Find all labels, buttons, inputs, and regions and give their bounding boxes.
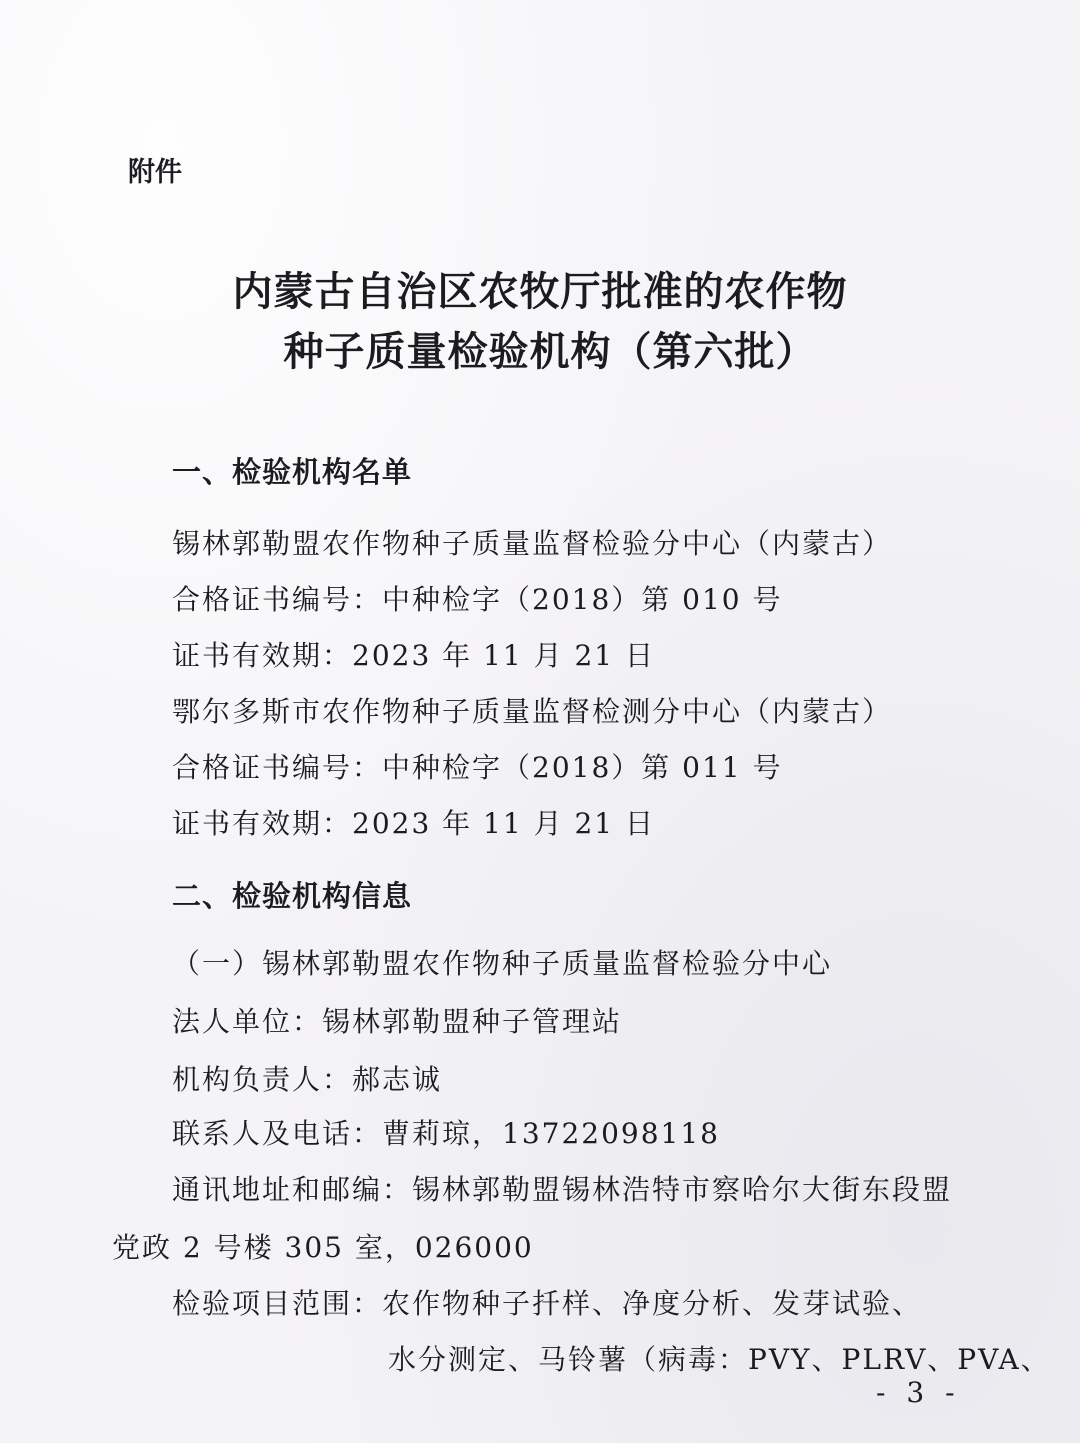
legal-unit: 法人单位：锡林郭勒盟种子管理站	[172, 1005, 623, 1038]
attachment-label: 附件	[128, 157, 182, 188]
institution-2-certificate: 合格证书编号：中种检字（2018）第 011 号	[172, 751, 783, 784]
institution-1-certificate: 合格证书编号：中种检字（2018）第 010 号	[172, 583, 783, 616]
institution-1-name: 锡林郭勒盟农作物种子质量监督检验分中心（内蒙古）	[172, 527, 893, 560]
institution-1-validity: 证书有效期：2023 年 11 月 21 日	[172, 639, 656, 672]
scope-line-2: 水分测定、马铃薯（病毒：PVY、PLRV、PVA、	[388, 1343, 1051, 1376]
institution-2-name: 鄂尔多斯市农作物种子质量监督检测分中心（内蒙古）	[172, 695, 893, 728]
institution-2-validity: 证书有效期：2023 年 11 月 21 日	[172, 807, 656, 840]
title-line-1: 内蒙古自治区农牧厅批准的农作物	[232, 269, 848, 315]
scope-line-1: 检验项目范围：农作物种子扦样、净度分析、发芽试验、	[172, 1287, 923, 1320]
section-1-heading: 一、检验机构名单	[172, 455, 413, 489]
contact: 联系人及电话：曹莉琼，13722098118	[172, 1117, 720, 1150]
address-line-1: 通讯地址和邮编：锡林郭勒盟锡林浩特市察哈尔大街东段盟	[172, 1173, 953, 1206]
section-2-subheading: （一）锡林郭勒盟农作物种子质量监督检验分中心	[172, 947, 833, 980]
address-line-2: 党政 2 号楼 305 室，026000	[112, 1231, 534, 1264]
page-number: - 3 -	[876, 1376, 961, 1409]
section-2-heading: 二、检验机构信息	[172, 879, 413, 913]
title-line-2: 种子质量检验机构（第六批）	[283, 329, 817, 375]
director: 机构负责人：郝志诚	[172, 1063, 443, 1096]
